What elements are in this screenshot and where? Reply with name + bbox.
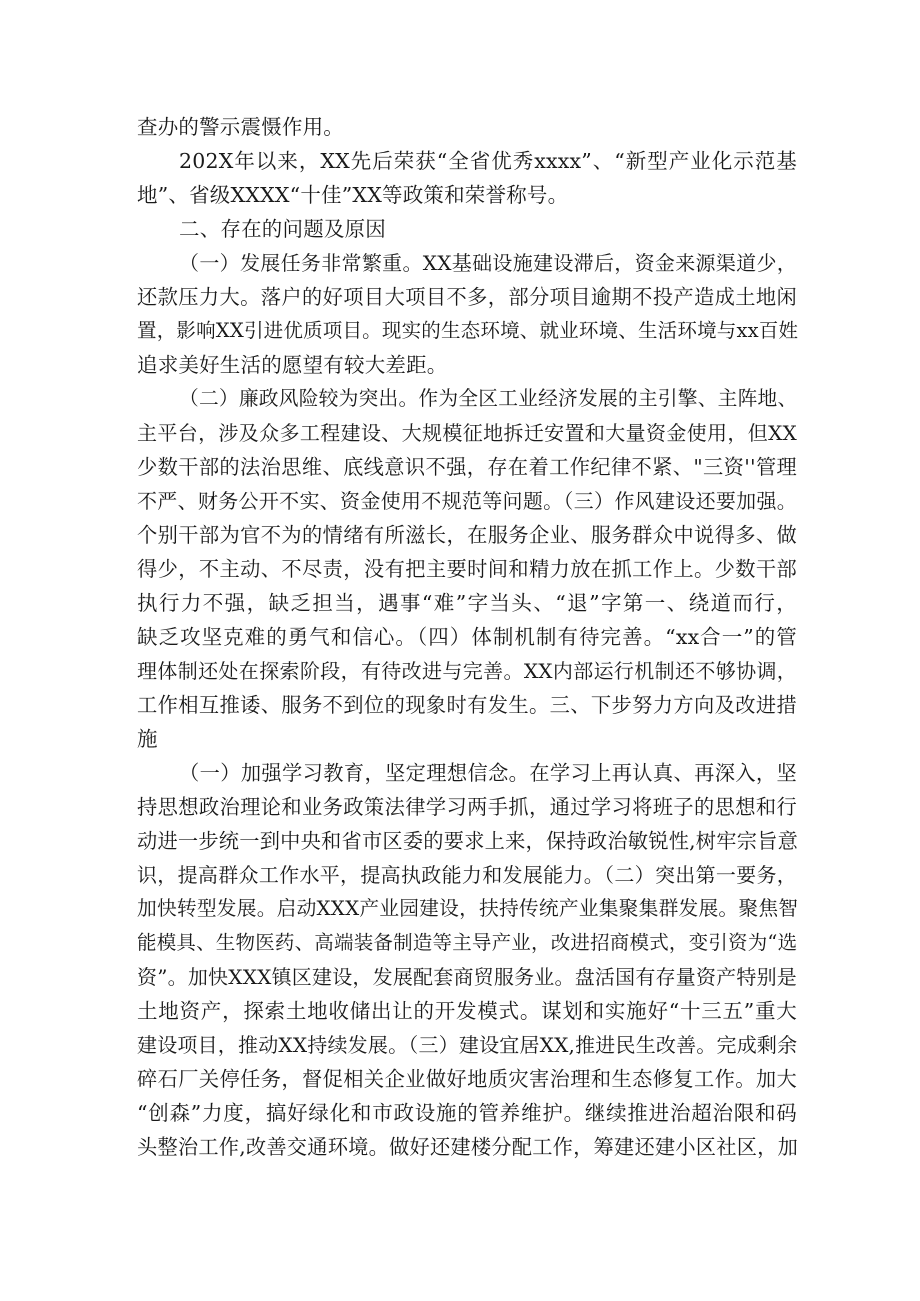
text-line: 执行力不强，缺乏担当，遇事“难”字当头、“退”字第一、绕道而行， bbox=[137, 591, 797, 615]
text-line: 加快转型发展。启动XXX产业园建设，扶持传统产业集聚集群发展。聚焦智 bbox=[137, 897, 799, 920]
text-line: 地”、省级XXXX“十佳”XX等政策和荣誉称号。 bbox=[137, 183, 569, 207]
text-line: 识，提高群众工作水平，提高执政能力和发展能力。（二）突出第一要务， bbox=[137, 863, 797, 887]
text-line: 置，影响XX引进优质项目。现实的生态环境、就业环境、生活环境与xx百姓 bbox=[137, 319, 799, 342]
text-line: 工作相互推诿、服务不到位的现象时有发生。三、下步努力方向及改进措 bbox=[137, 693, 797, 717]
text-line: 土地资产，探索土地收储出让的开发模式。谋划和实施好“十三五”重大 bbox=[137, 999, 797, 1023]
text-line: 施 bbox=[137, 727, 158, 751]
text-line: 能模具、生物医药、高端装备制造等主导产业，改进招商模式，变引资为“选 bbox=[137, 931, 798, 954]
text-line: 202X年以来，XX先后荣获“全省优秀xxxx”、“新型产业化示范基 bbox=[179, 149, 797, 173]
text-line: 查办的警示震慑作用。 bbox=[137, 115, 344, 139]
text-line: 追求美好生活的愿望有较大差距。 bbox=[137, 353, 448, 377]
text-line: 持思想政治理论和业务政策法律学习两手抓，通过学习将班子的思想和行 bbox=[137, 795, 797, 819]
text-line: 建设项目，推动XX持续发展。（三）建设宜居XX,推进民生改善。完成剩余 bbox=[137, 1033, 798, 1057]
text-line: 碎石厂关停任务，督促相关企业做好地质灾害治理和生态修复工作。加大 bbox=[137, 1067, 797, 1091]
text-line: 理体制还处在探索阶段，有待改进与完善。XX内部运行机制还不够协调， bbox=[137, 659, 797, 683]
text-line: “创森”力度，搞好绿化和市政设施的管养维护。继续推进治超治限和码 bbox=[137, 1101, 797, 1125]
text-line: 动进一步统一到中央和省市区委的要求上来，保持政治敏锐性,树牢宗旨意 bbox=[137, 829, 799, 853]
text-line: 还款压力大。落户的好项目大项目不多，部分项目逾期不投产造成土地闲 bbox=[137, 285, 797, 309]
text-line: 缺乏攻坚克难的勇气和信心。（四）体制机制有待完善。“xx合一”的管 bbox=[137, 625, 797, 649]
text-line: （二）廉政风险较为突出。作为全区工业经济发展的主引擎、主阵地、 bbox=[179, 387, 798, 410]
text-line: （一）加强学习教育，坚定理想信念。在学习上再认真、再深入，坚 bbox=[179, 761, 797, 785]
text-line: （一）发展任务非常繁重。XX基础设施建设滞后，资金来源渠道少， bbox=[179, 251, 797, 275]
text-line: 不严、财务公开不实、资金使用不规范等问题。（三）作风建设还要加强。 bbox=[137, 489, 797, 513]
text-line: 个别干部为官不为的情绪有所滋长，在服务企业、服务群众中说得多、做 bbox=[137, 523, 797, 547]
text-line: 得少，不主动、不尽责，没有把主要时间和精力放在抓工作上。少数干部 bbox=[137, 557, 797, 581]
section-heading: 二、存在的问题及原因 bbox=[179, 217, 386, 241]
text-line: 主平台，涉及众多工程建设、大规模征地拆迁安置和大量资金使用，但XX bbox=[137, 421, 797, 445]
text-line: 头整治工作,改善交通环境。做好还建楼分配工作，筹建还建小区社区，加 bbox=[137, 1135, 799, 1159]
text-line: 少数干部的法治思维、底线意识不强，存在着工作纪律不紧、"三资''管理 bbox=[137, 455, 797, 479]
text-line: 资”。加快XXX镇区建设，发展配套商贸服务业。盘活国有存量资产特别是 bbox=[137, 965, 797, 989]
